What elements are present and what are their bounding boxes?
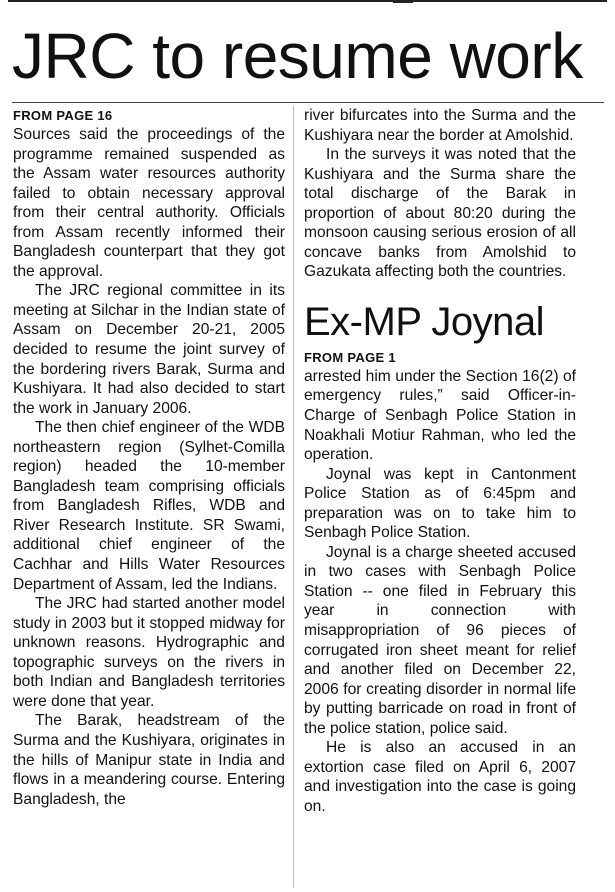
main-paragraph-4: The JRC had started another model study in 2003 but it stopped midway for unknown reasons. Hydrographic and topographic surveys on the rivers in both Indian and Bangladesh territories were done that year. xyxy=(13,595,285,710)
headline-rule xyxy=(12,102,604,103)
main-paragraph-3: The then chief engineer of the WDB northeastern region (Sylhet-Comilla region) headed the 10-member Bangladesh team comprising officials from Bangladesh Rifles, WDB and River Research Institute. SR Swami, additional chief engineer of the Cachhar and Hills Water Resources Department of Assam, led the Indians. xyxy=(13,419,285,593)
main-headline: JRC to resume work xyxy=(12,20,583,92)
main-paragraph-6: In the surveys it was noted that the Kushiyara and the Surma share the total discharge of the Barak in proportion of about 80:20 during the monsoon causing serious erosion of all concave banks from Amolshid to Gazukata affecting both the countries. xyxy=(304,146,576,281)
second-headline: Ex-MP Joynal xyxy=(304,299,545,344)
second-paragraph-1: arrested him under the Section 16(2) of emergency rules,” said Officer-in-Charge of Senbagh Police Station in Noakhali Motiur Rahman, who led the operation. xyxy=(304,367,576,464)
main-paragraph-2: The JRC regional committee in its meeting at Silchar in the Indian state of Assam on December 20-21, 2005 decided to resume the joint survey of the bordering rivers Barak, Surma and Kushiyara. It had also decided to start the work in January 2006. xyxy=(13,282,285,417)
main-slug: FROM PAGE 16 xyxy=(13,108,113,123)
right-column xyxy=(304,106,576,817)
top-rule-tick xyxy=(393,0,413,3)
second-slug: FROM PAGE 1 xyxy=(304,349,396,365)
second-paragraph-2: Joynal was kept in Cantonment Police Station as of 6:45pm and preparation was on to take him to Senbagh Police Station. xyxy=(304,465,576,542)
second-paragraph-3: Joynal is a charge sheeted accused in two cases with Senbagh Police Station -- one filed in February this year in connection with misappropriation of 96 pieces of corrugated iron sheet meant for relief and another filed on December 22, 2006 for creating disorder in normal life by putting barricade on road in front of the police station, police said. xyxy=(304,543,576,737)
column-rule xyxy=(293,106,294,888)
main-paragraph-5-continued: river bifurcates into the Surma and the Kushiyara near the border at Amolshid. xyxy=(304,107,576,144)
top-rule xyxy=(8,0,607,2)
second-paragraph-4: He is also an accused in an extortion case filed on April 6, 2007 and investigation into the case is going on. xyxy=(304,739,576,815)
main-paragraph-1: Sources said the proceedings of the programme remained suspended as the Assam water resources authority failed to obtain necessary approval from their central authority. Officials from Assam recently informed their Bangladesh counterpart that they got the approval. xyxy=(13,126,285,280)
left-column xyxy=(13,106,285,809)
main-paragraph-5: The Barak, headstream of the Surma and the Kushiyara, originates in the hills of Manipur state in India and flows in a meandering course. Entering Bangladesh, the xyxy=(13,712,285,808)
